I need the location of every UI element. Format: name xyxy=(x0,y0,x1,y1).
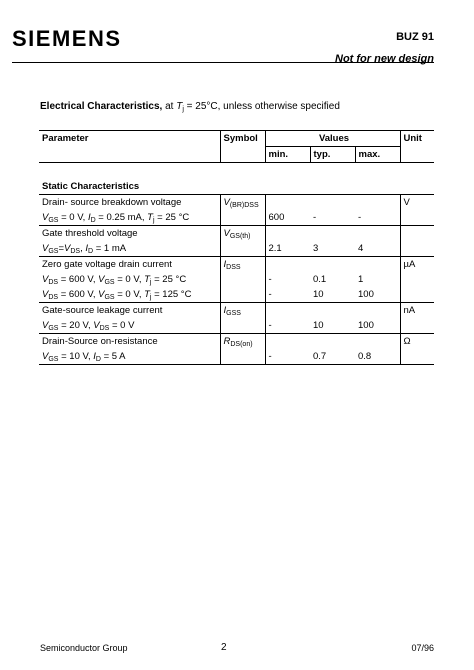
condition-text: $V_{GS} = 20$ V, $V_{DS} = 0$ V xyxy=(42,319,135,332)
table-row: Zero gate voltage drain current $I_{DSS}$ µA xyxy=(39,256,434,272)
footer-company: Semiconductor Group xyxy=(40,643,128,653)
table-row: $V_{GS} = 20$ V, $V_{DS} = 0$ V - 10 100 xyxy=(39,318,434,334)
col-unit: Unit xyxy=(400,131,434,147)
heading-symbol: T xyxy=(176,101,183,112)
table-row: $V_{DS} = 600$ V, $V_{GS} = 0$ V, $T_j = 125$ °C - 10 100 xyxy=(39,287,434,303)
condition-text: $V_{GS}=V_{DS}$, $I_D = 1$ mA xyxy=(42,242,127,255)
col-parameter: Parameter xyxy=(39,131,220,147)
table-row: $V_{DS} = 600$ V, $V_{GS} = 0$ V, $T_j = 25$ °C - 0.1 1 xyxy=(39,272,434,287)
table-row: Gate threshold voltage $V_{GS(th)}$ xyxy=(39,225,434,241)
table-row: $V_{GS} = 0$ V, $I_D = 0.25$ mA, $T_j = 25$ °C 600 - - xyxy=(39,210,434,226)
col-values: Values xyxy=(265,131,400,147)
heading-bold: Electrical Characteristics, xyxy=(40,101,163,112)
table-subheader-row xyxy=(39,147,434,163)
table-row: $V_{GS}=V_{DS}$, $I_D = 1$ mA 2.1 3 4 xyxy=(39,241,434,257)
table-row: Drain- source breakdown voltage $V_{(BR)DSS}$ V xyxy=(39,194,434,210)
table-row: Gate-source leakage current $I_{GSS}$ nA xyxy=(39,302,434,318)
section-title: Static Characteristics xyxy=(42,180,140,192)
table-header-row xyxy=(39,131,434,147)
symbol-igss: $I_{GSS}$ xyxy=(220,302,265,318)
col-max: max. xyxy=(355,147,400,163)
col-min: min. xyxy=(265,147,310,163)
footer-date: 07/96 xyxy=(411,643,434,653)
heading-suffix: = 25°C, unless otherwise specified xyxy=(183,101,340,112)
symbol-vgsth: $V_{GS(th)}$ xyxy=(220,225,265,241)
condition-text: $V_{DS} = 600$ V, $V_{GS} = 0$ V, $T_j = 25$ °C xyxy=(42,273,187,286)
siemens-logo: SIEMENS xyxy=(12,26,122,51)
table-row: $V_{GS} = 10$ V, $I_D = 5$ A - 0.7 0.8 xyxy=(39,349,434,365)
section-heading xyxy=(40,100,340,113)
heading-prefix: at xyxy=(162,101,177,112)
symbol-vbrdss: $V_{(BR)DSS}$ xyxy=(220,194,265,210)
footer-page-number: 2 xyxy=(221,642,227,653)
condition-text: $V_{GS} = 10$ V, $I_D = 5$ A xyxy=(42,350,126,363)
part-number: BUZ 91 xyxy=(396,31,434,43)
symbol-idss: $I_{DSS}$ xyxy=(220,256,265,272)
col-typ: typ. xyxy=(310,147,355,163)
table-row: Drain-Source on-resistance $R_{DS(on)}$ Ω xyxy=(39,333,434,349)
condition-text: $V_{GS} = 0$ V, $I_D = 0.25$ mA, $T_j = 25$ °C xyxy=(42,211,190,224)
heading-symbol-sub: j xyxy=(182,106,184,113)
condition-text: $V_{DS} = 600$ V, $V_{GS} = 0$ V, $T_j = 125$ °C xyxy=(42,288,192,301)
symbol-rdson: $R_{DS(on)}$ xyxy=(220,333,265,349)
characteristics-table xyxy=(39,130,434,365)
not-for-new-design-note: Not for new design xyxy=(335,53,434,65)
col-symbol: Symbol xyxy=(220,131,265,147)
section-row xyxy=(39,179,434,195)
